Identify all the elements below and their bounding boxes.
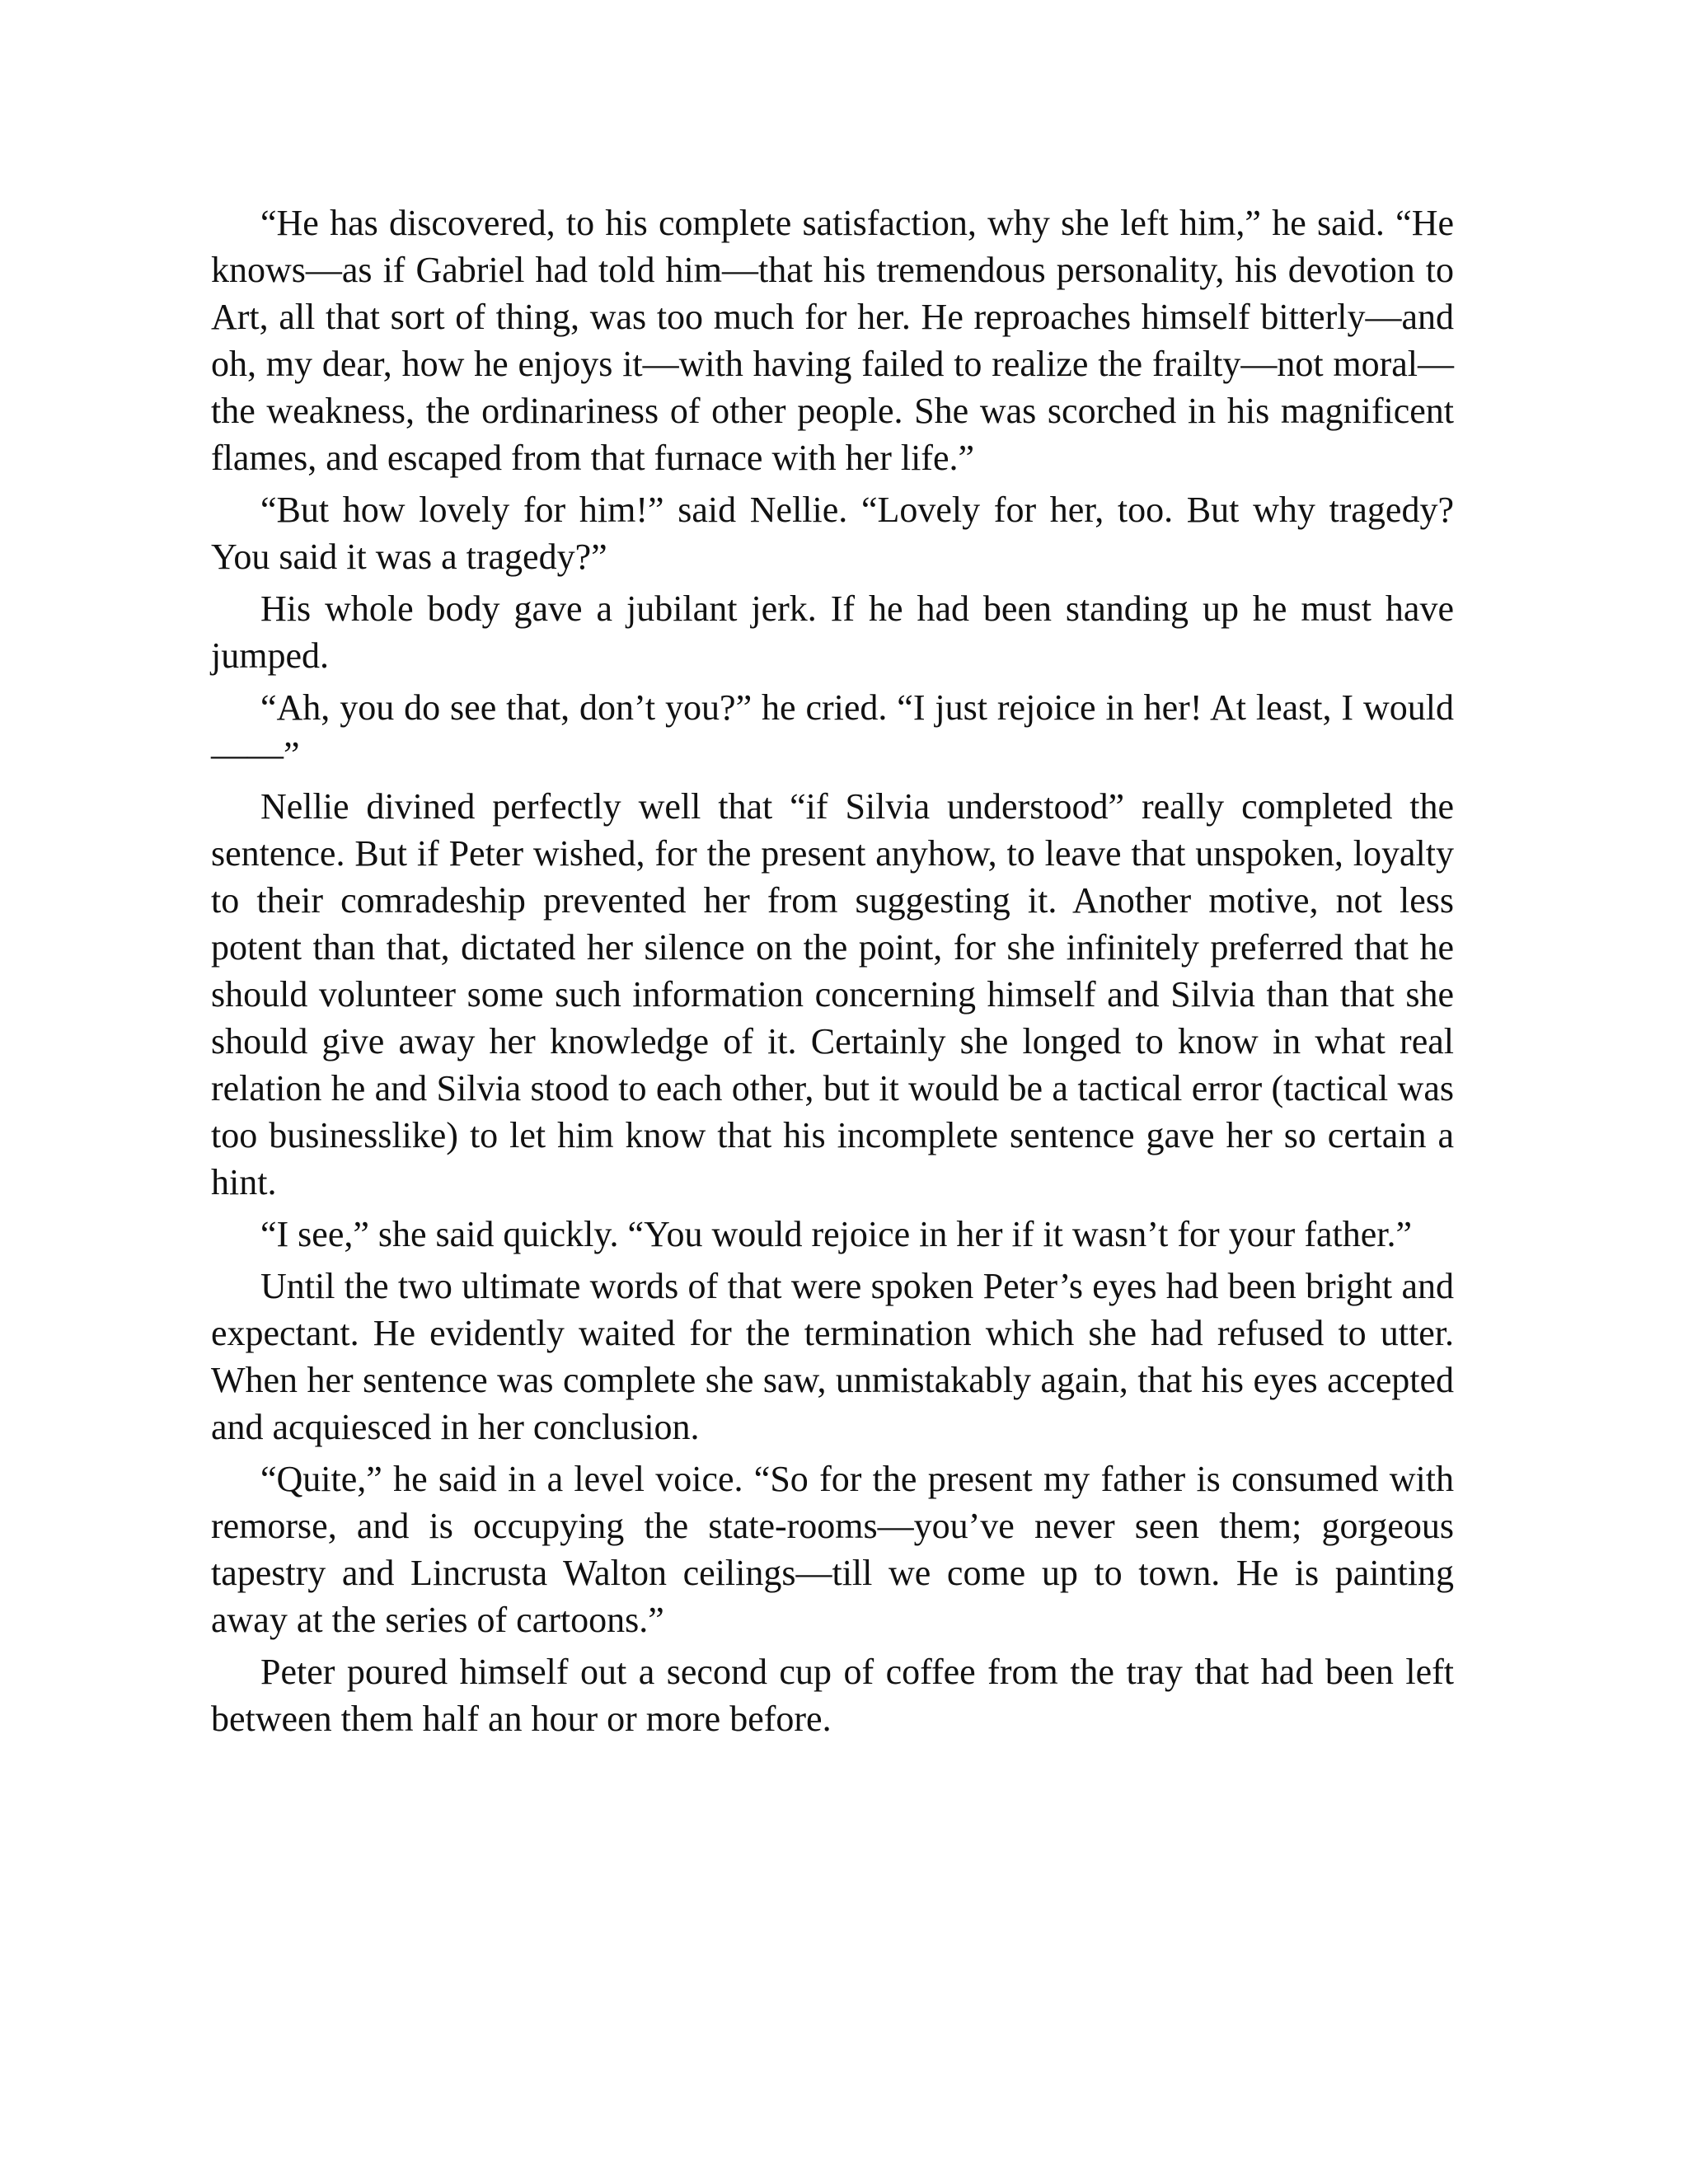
paragraph-9: Peter poured himself out a second cup of coffee from the tray that had been left between them half an hour or more before. (211, 1652, 1454, 1739)
paragraph-2: “But how lovely for him!” said Nellie. “Lovely for her, too. But why tragedy? You said it was a tragedy?” (211, 490, 1454, 577)
paragraph-3: His whole body gave a jubilant jerk. If he had been standing up he must have jumped. (211, 588, 1454, 676)
paragraph-5: Nellie divined perfectly well that “if Silvia understood” really completed the sentence. But if Peter wished, for the present anyhow, to leave that unspoken, loyalty to their comradeship prevented her from suggesting it. Another motive, not less potent than that, dictated her silence on the point, for she infinitely preferred that he should volunteer some such information concerning himself and Silvia than that she should give away her knowledge of it. Certainly she longed to know in what real relation he and Silvia stood to each other, but it would be a tactical error (tactical was too businesslike) to let him know that his incomplete sentence gave her so certain a hint. (211, 786, 1454, 1202)
paragraph-7: Until the two ultimate words of that were spoken Peter’s eyes had been bright and expectant. He evidently waited for the termination which she had refused to utter. When her sentence was complete she saw, unmistakably again, that his eyes accepted and acquiesced in her conclusion. (211, 1266, 1454, 1447)
paragraph-1: “He has discovered, to his complete satisfaction, why she left him,” he said. “He knows—as if Gabriel had told him—that his tremendous personality, his devotion to Art, all that sort of thing, was too much for her. He reproaches himself bitterly—and oh, my dear, how he enjoys it—with having failed to realize the frailty—not moral—the weakness, the ordinariness of other people. She was scorched in his magnificent flames, and escaped from that furnace with her life.” (211, 203, 1454, 478)
paragraph-8: “Quite,” he said in a level voice. “So for the present my father is consumed with remorse, and is occupying the state-rooms—you’ve never seen them; gorgeous tapestry and Lincrusta Walton ceilings—till we come up to town. He is painting away at the series of cartoons.” (211, 1459, 1454, 1640)
paragraph-6: “I see,” she said quickly. “You would rejoice in her if it wasn’t for your father.” (260, 1214, 1413, 1254)
paragraph-4: “Ah, you do see that, don’t you?” he cried. “I just rejoice in her! At least, I would——” (211, 687, 1454, 775)
page-body-text (211, 199, 1454, 1747)
